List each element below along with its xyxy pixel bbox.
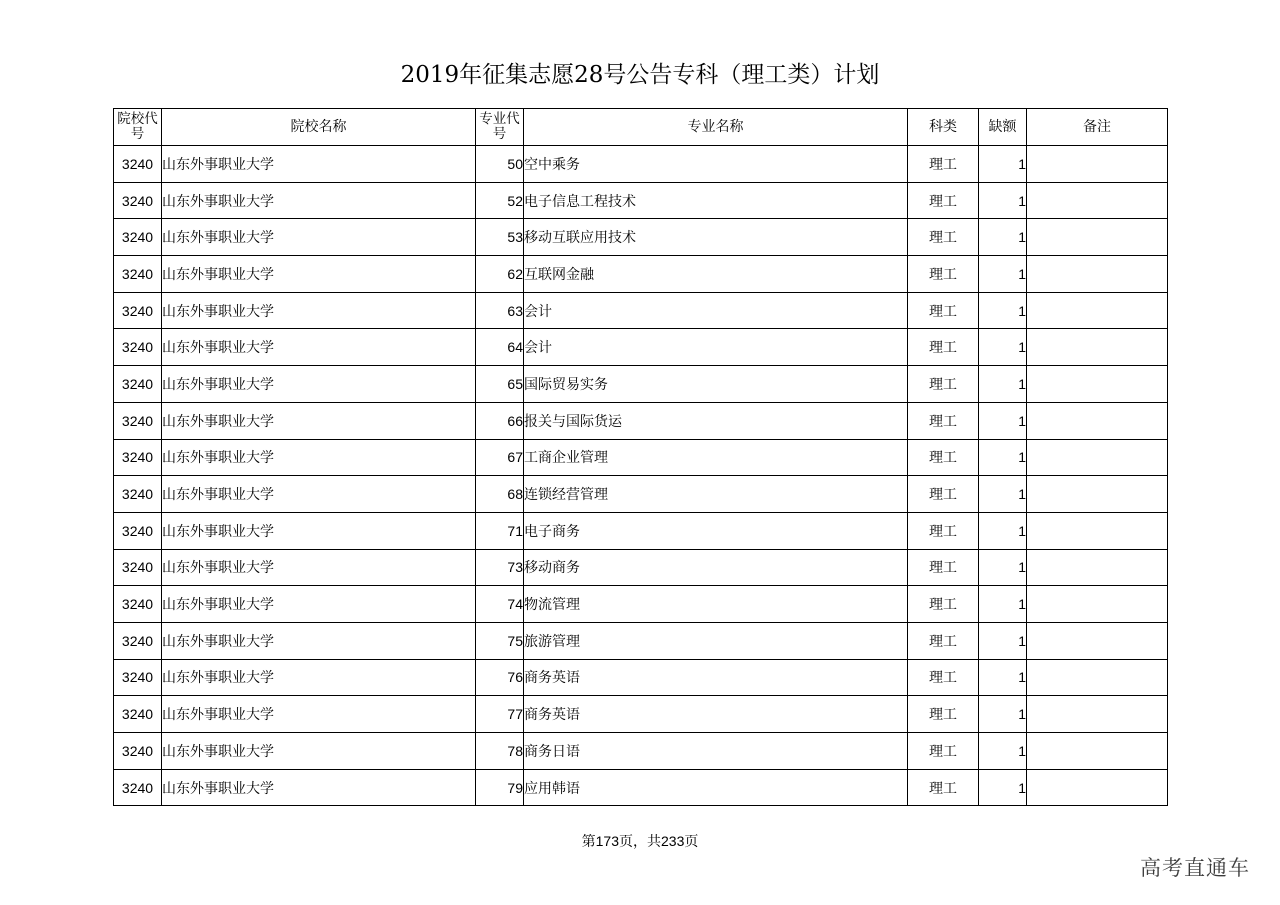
header-school-name: 院校名称 bbox=[162, 109, 476, 146]
cell-major-name: 旅游管理 bbox=[524, 622, 908, 659]
cell-note bbox=[1027, 439, 1168, 476]
cell-category: 理工 bbox=[908, 146, 979, 183]
cell-major-name: 互联网金融 bbox=[524, 256, 908, 293]
cell-school-code: 3240 bbox=[114, 439, 162, 476]
cell-vacancy: 1 bbox=[979, 733, 1027, 770]
table-row bbox=[114, 696, 1168, 733]
header-category: 科类 bbox=[908, 109, 979, 146]
cell-vacancy: 1 bbox=[979, 366, 1027, 403]
cell-category: 理工 bbox=[908, 439, 979, 476]
cell-school-name: 山东外事职业大学 bbox=[162, 219, 476, 256]
cell-note bbox=[1027, 512, 1168, 549]
cell-vacancy: 1 bbox=[979, 329, 1027, 366]
cell-vacancy: 1 bbox=[979, 622, 1027, 659]
cell-major-code: 73 bbox=[476, 549, 524, 586]
table-row bbox=[114, 146, 1168, 183]
table-row bbox=[114, 549, 1168, 586]
cell-vacancy: 1 bbox=[979, 769, 1027, 806]
table-row bbox=[114, 182, 1168, 219]
cell-major-code: 71 bbox=[476, 512, 524, 549]
cell-school-name: 山东外事职业大学 bbox=[162, 769, 476, 806]
cell-note bbox=[1027, 146, 1168, 183]
cell-school-code: 3240 bbox=[114, 659, 162, 696]
cell-school-code: 3240 bbox=[114, 512, 162, 549]
cell-major-code: 50 bbox=[476, 146, 524, 183]
plan-table bbox=[113, 108, 1168, 806]
table-row bbox=[114, 733, 1168, 770]
table-row bbox=[114, 402, 1168, 439]
cell-major-name: 空中乘务 bbox=[524, 146, 908, 183]
cell-school-code: 3240 bbox=[114, 733, 162, 770]
table-row bbox=[114, 476, 1168, 513]
table-row bbox=[114, 219, 1168, 256]
cell-major-code: 52 bbox=[476, 182, 524, 219]
cell-note bbox=[1027, 182, 1168, 219]
cell-category: 理工 bbox=[908, 733, 979, 770]
cell-major-name: 会计 bbox=[524, 329, 908, 366]
cell-school-name: 山东外事职业大学 bbox=[162, 256, 476, 293]
header-major-name: 专业名称 bbox=[524, 109, 908, 146]
cell-category: 理工 bbox=[908, 549, 979, 586]
cell-note bbox=[1027, 219, 1168, 256]
cell-note bbox=[1027, 292, 1168, 329]
cell-category: 理工 bbox=[908, 586, 979, 623]
cell-major-name: 商务英语 bbox=[524, 659, 908, 696]
cell-school-name: 山东外事职业大学 bbox=[162, 549, 476, 586]
cell-category: 理工 bbox=[908, 622, 979, 659]
cell-major-code: 74 bbox=[476, 586, 524, 623]
watermark-text: 高考直通车 bbox=[1140, 856, 1250, 880]
cell-major-name: 移动互联应用技术 bbox=[524, 219, 908, 256]
cell-category: 理工 bbox=[908, 292, 979, 329]
cell-school-name: 山东外事职业大学 bbox=[162, 659, 476, 696]
cell-vacancy: 1 bbox=[979, 219, 1027, 256]
table-row bbox=[114, 366, 1168, 403]
cell-major-name: 连锁经营管理 bbox=[524, 476, 908, 513]
cell-school-code: 3240 bbox=[114, 402, 162, 439]
cell-category: 理工 bbox=[908, 219, 979, 256]
cell-note bbox=[1027, 402, 1168, 439]
cell-major-name: 会计 bbox=[524, 292, 908, 329]
header-school-code: 院校代号 bbox=[114, 109, 162, 146]
cell-vacancy: 1 bbox=[979, 549, 1027, 586]
cell-vacancy: 1 bbox=[979, 256, 1027, 293]
cell-major-name: 电子信息工程技术 bbox=[524, 182, 908, 219]
table-header-row bbox=[114, 109, 1168, 146]
cell-major-code: 64 bbox=[476, 329, 524, 366]
cell-category: 理工 bbox=[908, 696, 979, 733]
table-row bbox=[114, 769, 1168, 806]
cell-category: 理工 bbox=[908, 329, 979, 366]
cell-school-name: 山东外事职业大学 bbox=[162, 622, 476, 659]
cell-school-code: 3240 bbox=[114, 329, 162, 366]
cell-vacancy: 1 bbox=[979, 146, 1027, 183]
cell-school-name: 山东外事职业大学 bbox=[162, 512, 476, 549]
page-footer bbox=[0, 831, 1280, 851]
cell-school-code: 3240 bbox=[114, 586, 162, 623]
cell-vacancy: 1 bbox=[979, 476, 1027, 513]
cell-major-code: 68 bbox=[476, 476, 524, 513]
cell-major-code: 53 bbox=[476, 219, 524, 256]
cell-vacancy: 1 bbox=[979, 439, 1027, 476]
cell-school-name: 山东外事职业大学 bbox=[162, 586, 476, 623]
cell-major-code: 63 bbox=[476, 292, 524, 329]
table-row bbox=[114, 512, 1168, 549]
cell-school-name: 山东外事职业大学 bbox=[162, 439, 476, 476]
cell-note bbox=[1027, 696, 1168, 733]
footer-total-pages: 233 bbox=[661, 833, 685, 849]
cell-note bbox=[1027, 622, 1168, 659]
cell-school-code: 3240 bbox=[114, 549, 162, 586]
cell-school-name: 山东外事职业大学 bbox=[162, 476, 476, 513]
table-row bbox=[114, 622, 1168, 659]
cell-major-code: 78 bbox=[476, 733, 524, 770]
cell-major-code: 75 bbox=[476, 622, 524, 659]
cell-note bbox=[1027, 733, 1168, 770]
header-vacancy: 缺额 bbox=[979, 109, 1027, 146]
cell-school-name: 山东外事职业大学 bbox=[162, 366, 476, 403]
cell-category: 理工 bbox=[908, 659, 979, 696]
cell-school-name: 山东外事职业大学 bbox=[162, 402, 476, 439]
cell-school-code: 3240 bbox=[114, 476, 162, 513]
table-row bbox=[114, 659, 1168, 696]
cell-category: 理工 bbox=[908, 402, 979, 439]
cell-school-code: 3240 bbox=[114, 182, 162, 219]
cell-major-code: 66 bbox=[476, 402, 524, 439]
cell-vacancy: 1 bbox=[979, 292, 1027, 329]
cell-vacancy: 1 bbox=[979, 586, 1027, 623]
cell-note bbox=[1027, 476, 1168, 513]
cell-vacancy: 1 bbox=[979, 696, 1027, 733]
cell-vacancy: 1 bbox=[979, 182, 1027, 219]
table-row bbox=[114, 586, 1168, 623]
cell-note bbox=[1027, 769, 1168, 806]
footer-suffix: 页 bbox=[684, 834, 699, 850]
cell-school-name: 山东外事职业大学 bbox=[162, 146, 476, 183]
cell-note bbox=[1027, 549, 1168, 586]
cell-major-code: 67 bbox=[476, 439, 524, 476]
cell-category: 理工 bbox=[908, 769, 979, 806]
cell-major-name: 移动商务 bbox=[524, 549, 908, 586]
header-note: 备注 bbox=[1027, 109, 1168, 146]
footer-middle: 页，共 bbox=[619, 834, 661, 850]
table-row bbox=[114, 329, 1168, 366]
cell-school-code: 3240 bbox=[114, 696, 162, 733]
cell-school-code: 3240 bbox=[114, 219, 162, 256]
cell-school-code: 3240 bbox=[114, 256, 162, 293]
page-title: 2019年征集志愿28号公告专科（理工类）计划 bbox=[400, 62, 880, 88]
cell-note bbox=[1027, 586, 1168, 623]
cell-school-code: 3240 bbox=[114, 146, 162, 183]
cell-major-name: 商务日语 bbox=[524, 733, 908, 770]
footer-prefix: 第 bbox=[581, 834, 596, 850]
footer-current-page: 173 bbox=[595, 833, 619, 849]
cell-major-name: 物流管理 bbox=[524, 586, 908, 623]
cell-category: 理工 bbox=[908, 476, 979, 513]
cell-note bbox=[1027, 256, 1168, 293]
cell-major-name: 电子商务 bbox=[524, 512, 908, 549]
cell-major-name: 工商企业管理 bbox=[524, 439, 908, 476]
header-major-code: 专业代号 bbox=[476, 109, 524, 146]
cell-school-code: 3240 bbox=[114, 292, 162, 329]
cell-major-name: 商务英语 bbox=[524, 696, 908, 733]
table-row bbox=[114, 256, 1168, 293]
table-row bbox=[114, 292, 1168, 329]
cell-note bbox=[1027, 659, 1168, 696]
table-row bbox=[114, 439, 1168, 476]
cell-category: 理工 bbox=[908, 512, 979, 549]
cell-major-name: 报关与国际货运 bbox=[524, 402, 908, 439]
cell-note bbox=[1027, 366, 1168, 403]
cell-vacancy: 1 bbox=[979, 402, 1027, 439]
cell-major-code: 76 bbox=[476, 659, 524, 696]
cell-category: 理工 bbox=[908, 182, 979, 219]
cell-school-name: 山东外事职业大学 bbox=[162, 733, 476, 770]
cell-school-name: 山东外事职业大学 bbox=[162, 696, 476, 733]
cell-major-code: 65 bbox=[476, 366, 524, 403]
cell-major-code: 79 bbox=[476, 769, 524, 806]
cell-category: 理工 bbox=[908, 256, 979, 293]
cell-school-code: 3240 bbox=[114, 622, 162, 659]
cell-note bbox=[1027, 329, 1168, 366]
cell-major-name: 国际贸易实务 bbox=[524, 366, 908, 403]
cell-school-code: 3240 bbox=[114, 769, 162, 806]
cell-category: 理工 bbox=[908, 366, 979, 403]
cell-vacancy: 1 bbox=[979, 659, 1027, 696]
cell-school-name: 山东外事职业大学 bbox=[162, 182, 476, 219]
cell-major-name: 应用韩语 bbox=[524, 769, 908, 806]
cell-school-name: 山东外事职业大学 bbox=[162, 329, 476, 366]
cell-school-code: 3240 bbox=[114, 366, 162, 403]
cell-vacancy: 1 bbox=[979, 512, 1027, 549]
cell-major-code: 62 bbox=[476, 256, 524, 293]
cell-major-code: 77 bbox=[476, 696, 524, 733]
cell-school-name: 山东外事职业大学 bbox=[162, 292, 476, 329]
table-body bbox=[114, 146, 1168, 806]
